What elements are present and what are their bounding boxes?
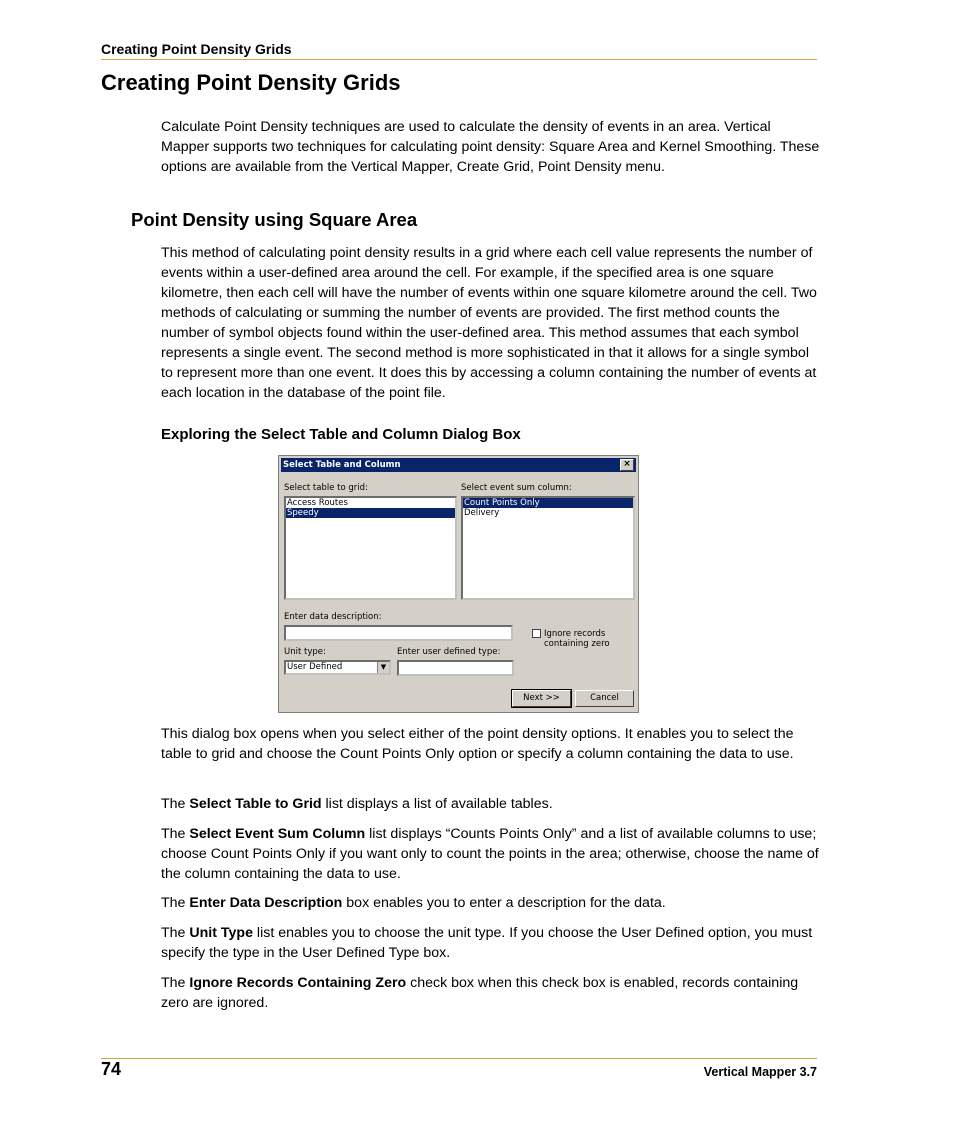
close-icon[interactable]: × xyxy=(620,459,634,471)
description-paragraph xyxy=(161,794,821,814)
user-type-input[interactable] xyxy=(397,660,514,676)
description-paragraph xyxy=(161,893,821,913)
ignore-records-label xyxy=(544,629,610,649)
section-heading: Point Density using Square Area xyxy=(131,209,418,230)
ignore-records-label-line2: containing zero xyxy=(544,639,610,649)
chevron-down-icon[interactable]: ▼ xyxy=(377,662,389,673)
desc-text: The xyxy=(161,925,190,941)
desc-text: box enables you to enter a description for the data. xyxy=(342,895,666,911)
running-header: Creating Point Density Grids xyxy=(101,41,292,57)
description-paragraph xyxy=(161,824,821,884)
cancel-button[interactable]: Cancel xyxy=(575,690,634,707)
page-number: 74 xyxy=(101,1059,122,1079)
dialog-title-bar xyxy=(281,458,636,472)
unit-type-label: Unit type: xyxy=(284,647,326,657)
desc-text: The xyxy=(161,895,190,911)
desc-term: Enter Data Description xyxy=(189,895,343,911)
desc-text: The xyxy=(161,796,190,812)
table-list-label: Select table to grid: xyxy=(284,483,368,493)
desc-text: list enables you to choose the unit type. If you choose the User Defined option, you must specify the type in the User Defined Type box. xyxy=(161,925,813,961)
description-label: Enter data description: xyxy=(284,612,382,622)
subsection-heading: Exploring the Select Table and Column Dialog Box xyxy=(161,426,521,443)
desc-term: Select Event Sum Column xyxy=(189,826,366,842)
table-list-item[interactable]: Access Routes xyxy=(287,498,348,508)
next-button[interactable]: Next >> xyxy=(512,690,571,707)
section-paragraph: This method of calculating point density results in a grid where each cell value represents the number of events within a user-defined area around the cell. For example, if the specified area is one square kilometre, then each cell will have the number of events within one square kilometre around the cell. Two methods of calculating or summing the number of events are provided. The first method counts the number of symbol objects found within the user-defined area. This method assumes that each symbol represents a single event. The second method is more sophisticated in that it allows for a single symbol to represent more than one event. It does this by accessing a column containing the number of events at each location in the database of the point file. xyxy=(161,245,817,401)
description-input[interactable] xyxy=(284,625,513,641)
after-dialog-paragraph: This dialog box opens when you select either of the point density options. It enables you to select the table to grid and choose the Count Points Only option or specify a column containing the data to use. xyxy=(161,726,794,762)
desc-term: Select Table to Grid xyxy=(189,796,322,812)
unit-type-select[interactable] xyxy=(284,660,391,675)
product-name: Vertical Mapper 3.7 xyxy=(703,1065,817,1079)
footer-rule xyxy=(101,1058,817,1059)
description-paragraph xyxy=(161,973,821,1013)
column-list-label: Select event sum column: xyxy=(461,483,572,493)
table-list-item-selected[interactable]: Speedy xyxy=(286,508,455,518)
header-rule xyxy=(101,59,817,60)
column-list-item[interactable]: Delivery xyxy=(464,508,500,518)
dialog-title: Select Table and Column xyxy=(283,460,401,470)
desc-term: Ignore Records Containing Zero xyxy=(189,975,407,991)
desc-text: check box when this check box is enabled, records containing zero are ignored. xyxy=(161,975,799,1011)
page-title: Creating Point Density Grids xyxy=(101,70,401,95)
table-listbox[interactable] xyxy=(284,496,457,600)
desc-text: list displays “Counts Points Only” and a list of available columns to use; choose Count Points Only if you want only to count the points in the area; otherwise, choose the name of the column containing the data to use. xyxy=(161,826,819,882)
unit-type-value: User Defined xyxy=(287,662,343,672)
ignore-records-label-line1: Ignore records xyxy=(544,629,606,639)
intro-paragraph: Calculate Point Density techniques are used to calculate the density of events in an area. Vertical Mapper supports two techniques for calculating point density: Square Area and Kernel Smoothing. These options are available from the Vertical Mapper, Create Grid, Point Density menu. xyxy=(161,119,820,175)
column-list-item-selected[interactable]: Count Points Only xyxy=(463,498,633,508)
desc-text: list displays a list of available tables. xyxy=(321,796,553,812)
desc-text: The xyxy=(161,975,190,991)
description-paragraph xyxy=(161,923,821,963)
select-table-dialog xyxy=(278,455,639,713)
desc-term: Unit Type xyxy=(189,925,253,941)
user-type-label: Enter user defined type: xyxy=(397,647,501,657)
ignore-records-checkbox[interactable] xyxy=(532,629,541,638)
column-listbox[interactable] xyxy=(461,496,635,600)
desc-text: The xyxy=(161,826,190,842)
